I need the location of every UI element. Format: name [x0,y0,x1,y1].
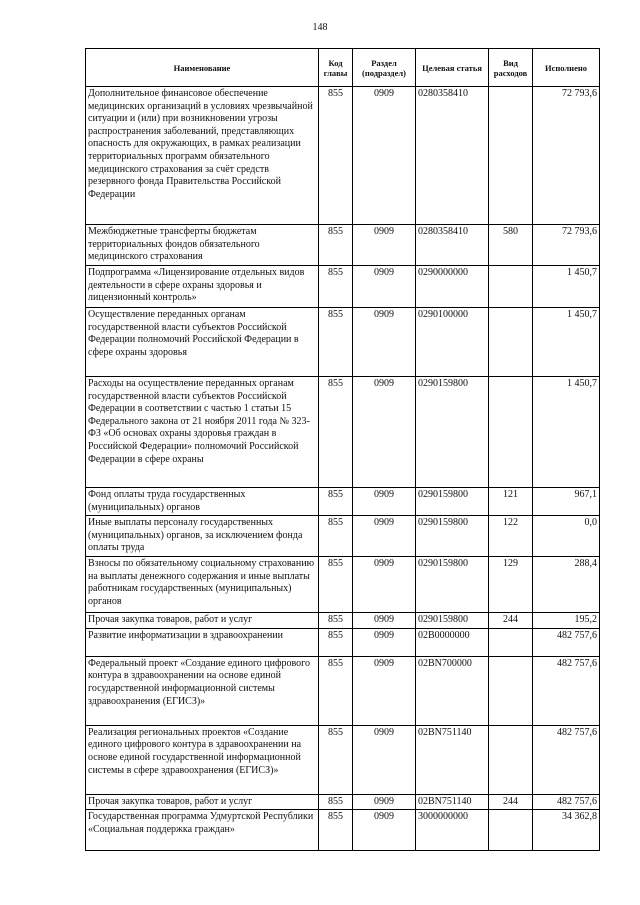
page-number: 148 [312,22,328,33]
cell-code: 855 [319,628,353,656]
cell-type [489,308,533,377]
table-row [86,87,600,225]
header-target: Целевая статья [416,49,489,87]
cell-amount: 34 362,8 [533,810,600,851]
table-row [86,725,600,794]
cell-section: 0909 [353,377,416,488]
cell-section: 0909 [353,810,416,851]
cell-code: 855 [319,377,353,488]
cell-target: 02BN751140 [416,794,489,810]
cell-name: Фонд оплаты труда государственных (муниципальных) органов [86,488,319,516]
cell-code: 855 [319,266,353,308]
table-row [86,516,600,557]
cell-type [489,377,533,488]
header-name: Наименование [86,49,319,87]
cell-amount: 0,0 [533,516,600,557]
cell-section: 0909 [353,225,416,266]
cell-name: Развитие информатизации в здравоохранении [86,628,319,656]
cell-name: Осуществление переданных органам государственной власти субъектов Российской Федерации полномочий Российской Федерации в сфере охраны здоровья [86,308,319,377]
cell-type: 244 [489,794,533,810]
cell-amount: 195,2 [533,613,600,629]
cell-target: 0290159800 [416,377,489,488]
cell-target: 0290159800 [416,557,489,613]
table-row [86,557,600,613]
budget-table [85,48,600,851]
cell-name: Иные выплаты персоналу государственных (муниципальных) органов, за исключением фонда оплаты труда [86,516,319,557]
cell-name: Межбюджетные трансферты бюджетам территориальных фондов обязательного медицинского страхования [86,225,319,266]
cell-section: 0909 [353,628,416,656]
cell-target: 0280358410 [416,87,489,225]
table-row [86,308,600,377]
cell-section: 0909 [353,488,416,516]
table-row [86,225,600,266]
cell-code: 855 [319,613,353,629]
cell-code: 855 [319,810,353,851]
header-section: Раздел (подраздел) [353,49,416,87]
cell-type: 580 [489,225,533,266]
cell-code: 855 [319,516,353,557]
cell-section: 0909 [353,656,416,725]
table-row [86,810,600,851]
cell-section: 0909 [353,516,416,557]
header-amount: Исполнено [533,49,600,87]
cell-section: 0909 [353,557,416,613]
cell-code: 855 [319,557,353,613]
cell-amount: 482 757,6 [533,794,600,810]
cell-name: Подпрограмма «Лицензирование отдельных видов деятельности в сфере охраны здоровья и лицензионный контроль» [86,266,319,308]
cell-amount: 1 450,7 [533,308,600,377]
cell-target: 0290159800 [416,613,489,629]
table-row [86,656,600,725]
cell-name: Прочая закупка товаров, работ и услуг [86,613,319,629]
cell-amount: 72 793,6 [533,225,600,266]
cell-amount: 1 450,7 [533,266,600,308]
cell-amount: 482 757,6 [533,628,600,656]
cell-name: Расходы на осуществление переданных органам государственной власти субъектов Российской Федерации в соответствии с частью 1 статьи 15 Федерального закона от 21 ноября 2011 года № 323-ФЗ «Об основах охраны здоровья граждан в Российской Федерации» полномочий Российской Федерации в сфере охраны [86,377,319,488]
cell-type [489,810,533,851]
cell-amount: 967,1 [533,488,600,516]
cell-target: 0290159800 [416,488,489,516]
cell-code: 855 [319,488,353,516]
table-row [86,266,600,308]
cell-section: 0909 [353,613,416,629]
cell-code: 855 [319,308,353,377]
cell-target: 0290000000 [416,266,489,308]
cell-amount: 1 450,7 [533,377,600,488]
cell-type [489,725,533,794]
table-row [86,628,600,656]
header-type: Вид расходов [489,49,533,87]
cell-type: 244 [489,613,533,629]
cell-section: 0909 [353,794,416,810]
cell-type [489,87,533,225]
cell-name: Прочая закупка товаров, работ и услуг [86,794,319,810]
cell-type: 122 [489,516,533,557]
table-row [86,488,600,516]
cell-name: Федеральный проект «Создание единого цифрового контура в здравоохранении на основе единой государственной информационной системы здравоохранения (ЕГИСЗ)» [86,656,319,725]
cell-target: 02BN700000 [416,656,489,725]
header-code: Код главы [319,49,353,87]
cell-type: 121 [489,488,533,516]
cell-target: 02BN751140 [416,725,489,794]
cell-amount: 482 757,6 [533,725,600,794]
cell-target: 3000000000 [416,810,489,851]
cell-type: 129 [489,557,533,613]
cell-target: 0290100000 [416,308,489,377]
table-header-row [86,49,600,87]
cell-section: 0909 [353,266,416,308]
cell-type [489,656,533,725]
cell-target: 02B0000000 [416,628,489,656]
cell-type [489,628,533,656]
cell-code: 855 [319,87,353,225]
cell-code: 855 [319,725,353,794]
table-row [86,377,600,488]
cell-code: 855 [319,225,353,266]
cell-code: 855 [319,794,353,810]
cell-amount: 288,4 [533,557,600,613]
cell-section: 0909 [353,87,416,225]
cell-target: 0290159800 [416,516,489,557]
table-row [86,794,600,810]
cell-name: Взносы по обязательному социальному страхованию на выплаты денежного содержания и иные выплаты работникам государственных (муниципальных) органов [86,557,319,613]
cell-section: 0909 [353,308,416,377]
cell-name: Реализация региональных проектов «Создание единого цифрового контура в здравоохранении на основе единой государственной информационной системы в сфере здравоохранения (ЕГИСЗ)» [86,725,319,794]
cell-amount: 72 793,6 [533,87,600,225]
cell-type [489,266,533,308]
cell-amount: 482 757,6 [533,656,600,725]
cell-name: Государственная программа Удмуртской Республики «Социальная поддержка граждан» [86,810,319,851]
table-row [86,613,600,629]
cell-section: 0909 [353,725,416,794]
cell-name: Дополнительное финансовое обеспечение медицинских организаций в условиях чрезвычайной ситуации и (или) при возникновении угрозы распространения заболеваний, представляющих опасность для окружающих, в рамках реализации территориальных программ обязательного медицинского страхования за счёт средств резервного фонда Правительства Российской Федерации [86,87,319,225]
cell-target: 0280358410 [416,225,489,266]
cell-code: 855 [319,656,353,725]
